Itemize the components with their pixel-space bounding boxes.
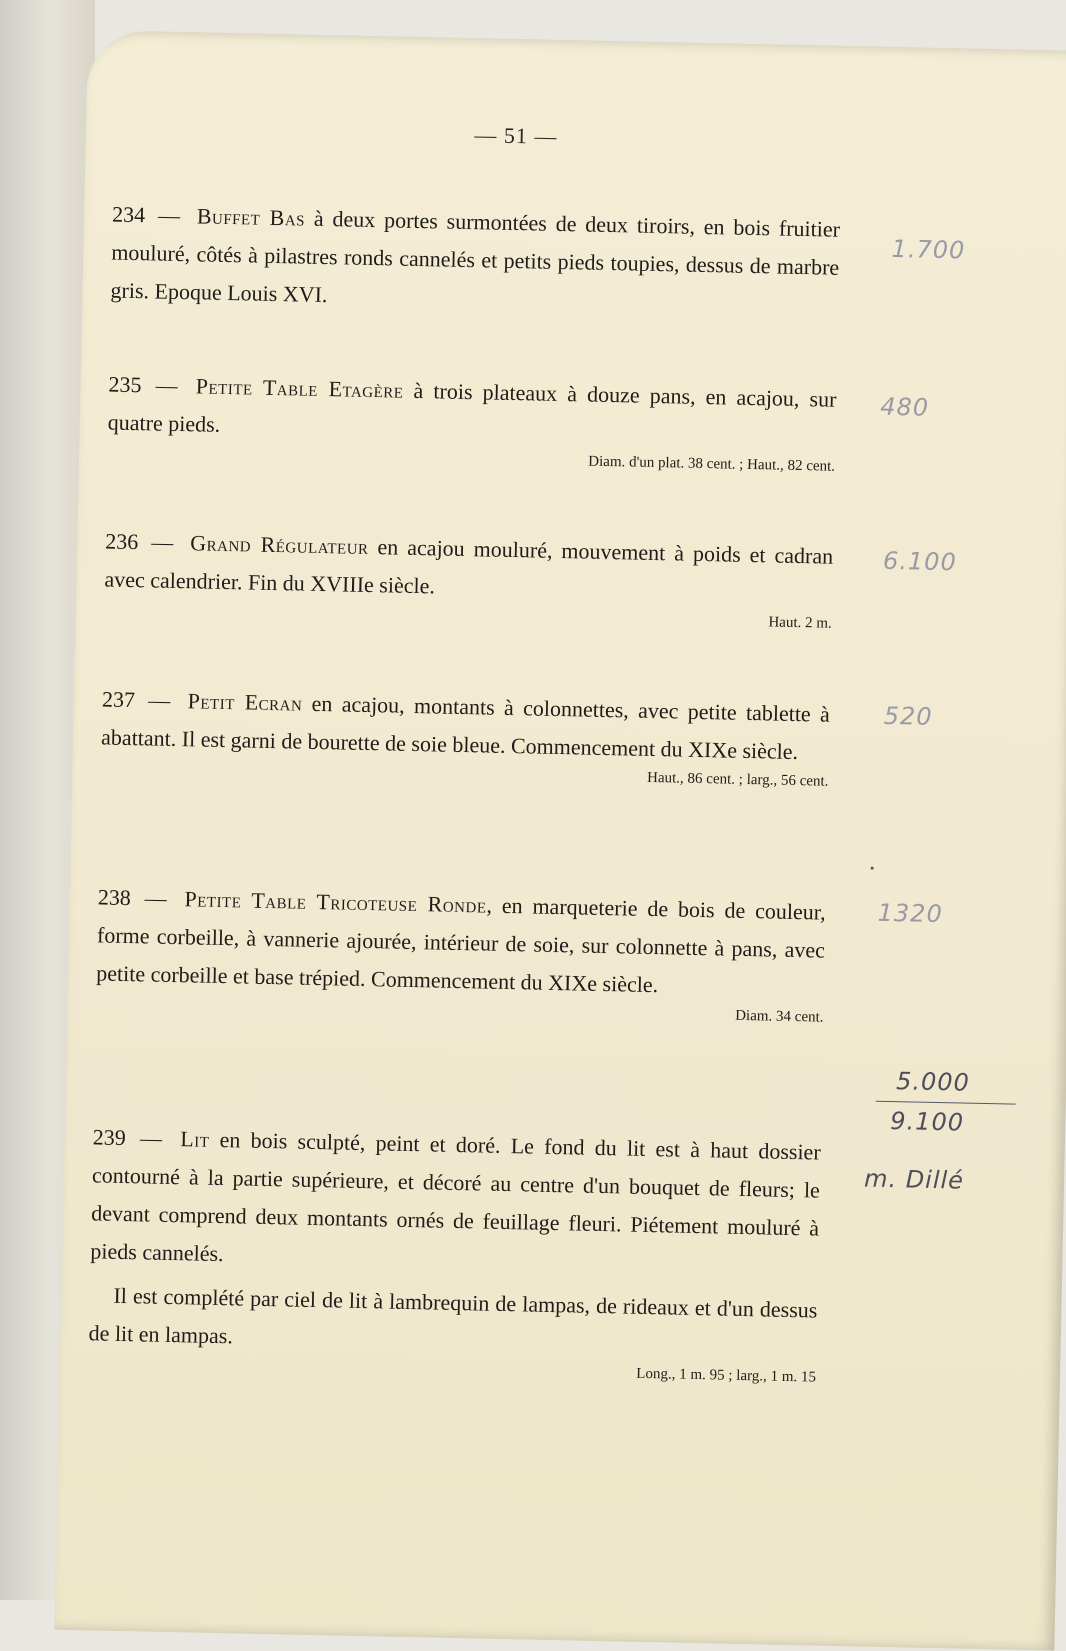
lot-dimensions: Long., 1 m. 95 ; larg., 1 m. 15 xyxy=(636,1365,817,1386)
lot-text: en acajou, montants à colonnettes, avec petite tablette à abattant. Il est garni de bourette de soie bleue. Commencement du XIXe siècle. xyxy=(100,690,831,765)
lot-description xyxy=(90,1118,821,1285)
lot-title: Petite Table Tricoteuse Ronde xyxy=(184,886,487,918)
lot-number: 238 xyxy=(97,884,132,911)
lot-dimensions: Diam. d'un plat. 38 cent. ; Haut., 82 cent. xyxy=(588,453,836,475)
lot-number: 235 xyxy=(108,371,142,398)
lot-238 xyxy=(95,878,826,1026)
lot-description xyxy=(107,366,836,457)
lot-number: 236 xyxy=(105,528,139,555)
handwritten-price-236: 6.100 xyxy=(882,546,958,577)
lot-title: Petite Table Etagère xyxy=(195,373,404,403)
lot-number: 239 xyxy=(92,1124,127,1151)
lot-title: Lit xyxy=(180,1126,210,1152)
handwritten-price-235: 480 xyxy=(879,392,930,422)
lot-dash: — xyxy=(144,885,167,911)
handwritten-rule xyxy=(876,1101,1016,1105)
lot-dash: — xyxy=(148,687,171,713)
handwritten-buyer-239: m. Dillé xyxy=(863,1164,965,1195)
handwritten-price-239: 9.100 xyxy=(890,1107,965,1137)
handwritten-estimate-239: 5.000 xyxy=(895,1067,971,1097)
lot-text: à deux portes surmontées de deux tiroirs, en bois fruitier mouluré, côtés à pilastres ronds cannelés et petits pieds toupies, dessus de marbre gris. Epoque Louis XVI. xyxy=(110,205,841,308)
handwritten-price-237: 520 xyxy=(883,701,933,731)
lot-dash: — xyxy=(157,202,181,228)
lot-dimensions: Diam. 34 cent. xyxy=(735,1007,824,1026)
handwritten-price-234: 1.700 xyxy=(891,234,966,265)
lot-text: à trois plateaux à douze pans, en acajou, sur quatre pieds. xyxy=(107,377,837,437)
lot-235 xyxy=(107,366,837,476)
lot-236 xyxy=(104,522,834,632)
lot-234 xyxy=(110,196,840,325)
paper-mark xyxy=(871,867,874,870)
lot-description xyxy=(101,680,830,771)
lot-description xyxy=(104,522,833,613)
lot-237 xyxy=(100,680,830,790)
lot-dash: — xyxy=(155,372,178,398)
lot-dash: — xyxy=(151,529,174,555)
page-number: — 51 — xyxy=(474,122,558,149)
lot-dimensions: Haut., 86 cent. ; larg., 56 cent. xyxy=(646,769,829,790)
catalogue-page xyxy=(54,30,1066,1651)
handwritten-price-238: 1320 xyxy=(877,898,944,929)
lot-dash: — xyxy=(139,1125,163,1151)
lot-text: en bois sculpté, peint et doré. Le fond du lit est à haut dossier contourné à la partie supérieure, et décoré au centre d'un bouquet de fleurs; le devant comprend deux montants ornés de feuillage fleuri. Piétement mouluré à pieds cannelés. xyxy=(90,1126,821,1267)
lot-text: , en marqueterie de bois de couleur, forme corbeille, à vannerie ajourée, intérieur de soie, sur colonnette à pans, avec petite corbeille et base trépied. Commencement du XIXe siècle. xyxy=(95,892,826,998)
lot-number: 237 xyxy=(101,686,136,713)
lot-text: en acajou mouluré, mouvement à poids et cadran avec calendrier. Fin du XVIIIe siècle. xyxy=(104,533,834,599)
lot-title: Grand Régulateur xyxy=(189,530,369,559)
lot-description xyxy=(110,196,840,325)
lot-description xyxy=(96,878,826,1007)
lot-title: Buffet Bas xyxy=(196,203,306,231)
lot-paragraph: Il est complété par ciel de lit à lambrequin de lampas, de rideaux et d'un dessus de lit en lampas. xyxy=(88,1282,818,1349)
lot-239 xyxy=(88,1118,821,1386)
lot-dimensions: Haut. 2 m. xyxy=(768,614,832,632)
lot-number: 234 xyxy=(111,201,146,228)
lot-title: Petit Ecran xyxy=(187,688,303,716)
